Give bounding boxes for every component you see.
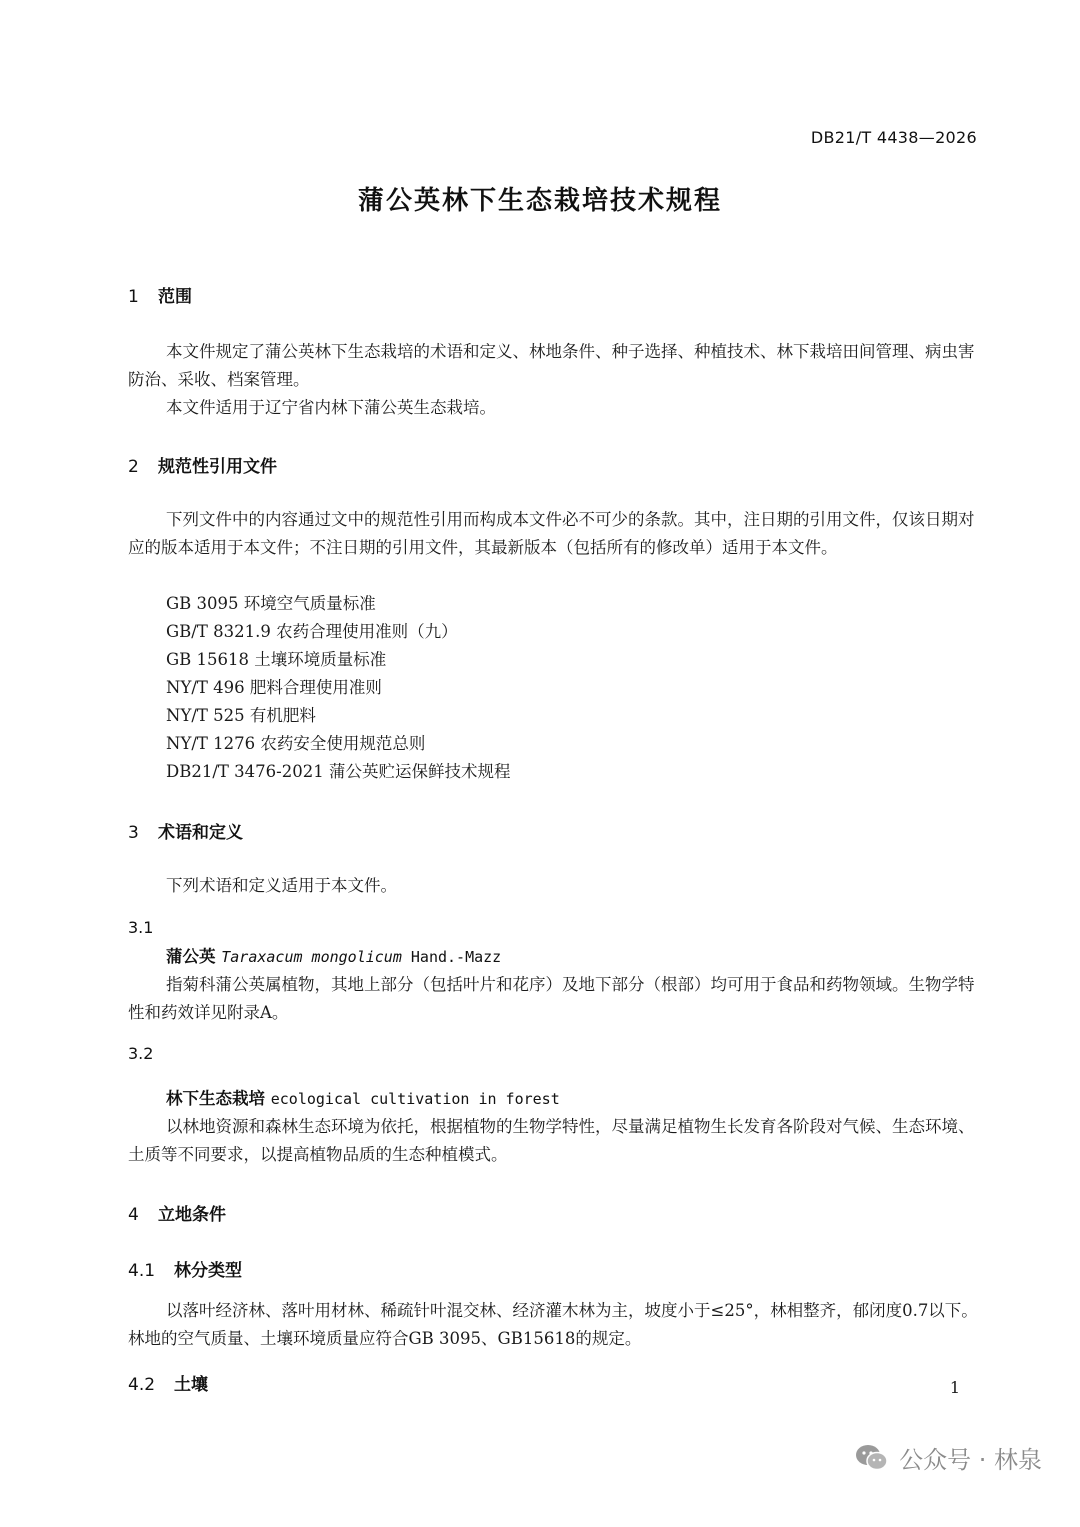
section-title: 立地条件 [158,1205,226,1225]
section-title: 林分类型 [174,1261,242,1281]
term-latin-name: Taraxacum mongolicum Hand.-Mazz [221,948,502,966]
reference-item: DB21/T 3476-2021 蒲公英贮运保鲜技术规程 [166,762,511,781]
section-4-2-heading [128,1370,208,1395]
section-3-heading [128,818,243,843]
section-1-paragraph-1: 本文件规定了蒲公英林下生态栽培的术语和定义、林地条件、种子选择、种植技术、林下栽培田间管理、病虫害防治、采收、档案管理。 [128,342,975,389]
term-3-1-heading [166,943,501,971]
document-title: 蒲公英林下生态栽培技术规程 [357,186,722,216]
section-1-paragraph-2: 本文件适用于辽宁省内林下蒲公英生态栽培。 [166,398,496,417]
section-number: 4.2 [128,1375,156,1395]
reference-item: GB 15618 土壤环境质量标准 [166,650,387,669]
term-3-2-number: 3.2 [128,1044,154,1063]
section-2-paragraph-1: 下列文件中的内容通过文中的规范性引用而构成本文件必不可少的条款。其中，注日期的引用文件，仅该日期对应的版本适用于本文件；不注日期的引用文件，其最新版本（包括所有的修改单）适用于本文件。 [128,510,975,557]
section-title: 土壤 [174,1375,208,1395]
term-3-2-heading [166,1085,560,1113]
section-title: 范围 [158,287,192,307]
section-number: 4 [128,1205,139,1225]
reference-item: NY/T 496 肥料合理使用准则 [166,678,382,697]
section-4-heading [128,1200,226,1225]
section-number: 3 [128,823,139,843]
section-number: 1 [128,287,139,307]
section-1-heading [128,282,192,307]
wechat-icon [855,1444,889,1472]
section-title: 术语和定义 [158,823,243,843]
section-title: 规范性引用文件 [158,457,277,477]
term-3-1-number: 3.1 [128,918,154,937]
reference-item: NY/T 525 有机肥料 [166,706,316,725]
term-chinese: 林下生态栽培 [166,1089,265,1108]
section-3-paragraph-1: 下列术语和定义适用于本文件。 [166,876,397,895]
reference-item: GB 3095 环境空气质量标准 [166,594,376,613]
section-2-heading [128,452,277,477]
document-id: DB21/T 4438—2026 [810,128,977,147]
page-number: 1 [949,1378,960,1397]
watermark [855,1440,1042,1475]
section-number: 2 [128,457,139,477]
section-4-1-paragraph-1: 以落叶经济林、落叶用材林、稀疏针叶混交林、经济灌木林为主，坡度小于≤25°，林相整齐，郁闭度0.7以下。林地的空气质量、土壤环境质量应符合GB 3095、GB15618的规定。 [128,1301,978,1348]
term-english: ecological cultivation in forest [270,1090,560,1108]
term-chinese: 蒲公英 [166,947,216,966]
reference-item: GB/T 8321.9 农药合理使用准则（九） [166,622,458,641]
section-4-1-heading [128,1256,242,1281]
section-number: 4.1 [128,1261,156,1281]
term-3-2-definition: 以林地资源和森林生态环境为依托，根据植物的生物学特性，尽量满足植物生长发育各阶段对气候、生态环境、土质等不同要求，以提高植物品质的生态种植模式。 [128,1117,975,1164]
term-3-1-definition: 指菊科蒲公英属植物，其地上部分（包括叶片和花序）及地下部分（根部）均可用于食品和药物领域。生物学特性和药效详见附录A。 [128,975,975,1022]
watermark-text: 公众号 · 林泉 [899,1446,1042,1474]
reference-item: NY/T 1276 农药安全使用规范总则 [166,734,426,753]
